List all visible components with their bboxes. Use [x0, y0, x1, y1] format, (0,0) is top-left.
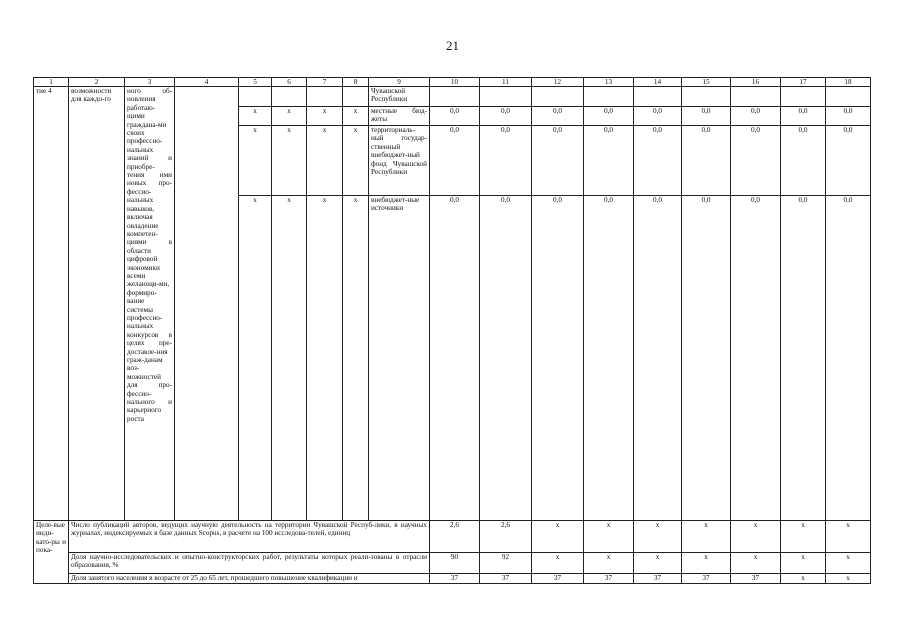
value-cell: 37 — [584, 574, 634, 584]
value-cell: x — [682, 553, 731, 574]
stage-cell: тие 4 — [34, 87, 69, 521]
value-cell: x — [634, 521, 682, 553]
code-cell: x — [307, 107, 343, 126]
source-cell — [369, 216, 430, 521]
value-cell: 0,0 — [731, 196, 781, 216]
value-cell: 0,0 — [731, 126, 781, 196]
header-cell: 9 — [369, 78, 430, 87]
value-cell — [430, 87, 480, 107]
value-cell — [634, 87, 682, 107]
code-cell: x — [272, 107, 307, 126]
indicator-text: Число публикаций авторов, ведущих научную деятельность на территории Чувашской Респуб-лики, в научных журналах, индексируемых в базе данных Scopus, в расчете на 100 исследова-телей, единиц — [69, 521, 430, 553]
executor-cell — [175, 87, 239, 521]
header-cell: 2 — [69, 78, 125, 87]
code-cell: x — [272, 196, 307, 216]
code-cell: x — [307, 126, 343, 196]
value-cell: x — [781, 553, 826, 574]
value-cell: x — [826, 553, 871, 574]
value-cell — [731, 87, 781, 107]
value-cell: x — [584, 553, 634, 574]
header-cell: 7 — [307, 78, 343, 87]
code-cell: x — [307, 196, 343, 216]
code-cell: x — [239, 126, 272, 196]
value-cell: 37 — [682, 574, 731, 584]
value-cell — [682, 87, 731, 107]
code-cell: x — [343, 126, 369, 196]
value-cell: 0,0 — [480, 126, 532, 196]
indicators-label: Целе-вые инди-като-ры и пока- — [34, 521, 69, 584]
table-row — [34, 574, 871, 584]
code-cell — [272, 216, 307, 521]
value-cell: 0,0 — [430, 196, 480, 216]
value-cell: 0,0 — [634, 126, 682, 196]
value-cell: 0,0 — [584, 126, 634, 196]
table-row — [34, 553, 871, 574]
value-cell: 90 — [430, 553, 480, 574]
value-cell — [430, 216, 480, 521]
value-cell: 0,0 — [682, 107, 731, 126]
value-cell: 0,0 — [781, 126, 826, 196]
program-table — [33, 77, 871, 584]
value-cell: 0,0 — [826, 126, 871, 196]
indicator-text: Доля научно-исследовательских и опытно-конструкторских работ, результаты которых реали-зованы в отрасли образования, % — [69, 553, 430, 574]
source-cell: внебюджет-ные источники — [369, 196, 430, 216]
code-cell: x — [239, 107, 272, 126]
header-cell: 5 — [239, 78, 272, 87]
value-cell: 2,6 — [480, 521, 532, 553]
code-cell — [239, 216, 272, 521]
value-cell: 0,0 — [731, 107, 781, 126]
header-cell: 16 — [731, 78, 781, 87]
table-row — [34, 87, 871, 107]
source-cell: местные бюд-жеты — [369, 107, 430, 126]
value-cell: x — [826, 521, 871, 553]
value-cell: 2,6 — [430, 521, 480, 553]
code-cell: x — [272, 126, 307, 196]
value-cell: 37 — [532, 574, 584, 584]
header-cell: 4 — [175, 78, 239, 87]
value-cell: 0,0 — [826, 196, 871, 216]
value-cell — [634, 216, 682, 521]
value-cell: 37 — [731, 574, 781, 584]
value-cell: x — [584, 521, 634, 553]
header-cell: 13 — [584, 78, 634, 87]
value-cell — [826, 216, 871, 521]
value-cell — [532, 87, 584, 107]
value-cell: 0,0 — [584, 196, 634, 216]
code-cell — [343, 87, 369, 107]
source-cell: территориаль-ный государ-ственный внебюджет-ный фонд Чувашской Республики — [369, 126, 430, 196]
value-cell: 0,0 — [532, 196, 584, 216]
value-cell: 0,0 — [682, 196, 731, 216]
value-cell: x — [532, 521, 584, 553]
code-cell: x — [239, 196, 272, 216]
code-cell — [307, 216, 343, 521]
code-cell — [343, 216, 369, 521]
value-cell: 0,0 — [781, 196, 826, 216]
header-row — [34, 78, 871, 87]
value-cell — [532, 216, 584, 521]
header-cell: 17 — [781, 78, 826, 87]
value-cell: 92 — [480, 553, 532, 574]
value-cell — [731, 216, 781, 521]
header-cell: 8 — [343, 78, 369, 87]
header-cell: 6 — [272, 78, 307, 87]
value-cell: 37 — [634, 574, 682, 584]
value-cell: 37 — [430, 574, 480, 584]
value-cell: x — [826, 574, 871, 584]
header-cell: 15 — [682, 78, 731, 87]
value-cell — [781, 87, 826, 107]
task-cell: ного об-новления работаю-щими гражданa-ми своих профессио-нальных знаний и приобре-тения ими новых про-фессио-нальных навыков, включая овладение компетен-циями в области цифровой экономики всеми желающи-ми, формиро-вание системы профессио-нальных конкурсов в целях пре-доставле-ния граж-данам воз-можностей для про-фессио-нального и карьерного роста — [125, 87, 175, 521]
source-cell: Чувашской Республики — [369, 87, 430, 107]
table-row — [34, 521, 871, 553]
value-cell: 0,0 — [430, 107, 480, 126]
value-cell: 0,0 — [584, 107, 634, 126]
value-cell: x — [731, 521, 781, 553]
code-cell: x — [343, 107, 369, 126]
header-cell: 18 — [826, 78, 871, 87]
header-cell: 12 — [532, 78, 584, 87]
value-cell — [480, 87, 532, 107]
value-cell — [480, 216, 532, 521]
header-cell: 3 — [125, 78, 175, 87]
code-cell — [272, 87, 307, 107]
value-cell: 0,0 — [430, 126, 480, 196]
code-cell: x — [343, 196, 369, 216]
value-cell — [781, 216, 826, 521]
value-cell: x — [731, 553, 781, 574]
value-cell: 0,0 — [532, 126, 584, 196]
value-cell — [584, 216, 634, 521]
value-cell: 0,0 — [532, 107, 584, 126]
value-cell: x — [781, 521, 826, 553]
value-cell — [584, 87, 634, 107]
value-cell: 0,0 — [480, 196, 532, 216]
value-cell: 0,0 — [826, 107, 871, 126]
goal-cell: возможности для каждо-го — [69, 87, 125, 521]
value-cell: 0,0 — [781, 107, 826, 126]
value-cell: x — [682, 521, 731, 553]
page-number: 21 — [446, 38, 459, 53]
value-cell: 0,0 — [634, 107, 682, 126]
value-cell: x — [634, 553, 682, 574]
value-cell: 0,0 — [480, 107, 532, 126]
value-cell: x — [532, 553, 584, 574]
value-cell — [682, 216, 731, 521]
value-cell: x — [781, 574, 826, 584]
indicator-text: Доля занятого населения в возрасте от 25 до 65 лет, прошедшего повышение квалификации и — [69, 574, 430, 584]
value-cell: 0,0 — [634, 196, 682, 216]
header-cell: 14 — [634, 78, 682, 87]
code-cell — [307, 87, 343, 107]
header-cell: 10 — [430, 78, 480, 87]
header-cell: 1 — [34, 78, 69, 87]
code-cell — [239, 87, 272, 107]
value-cell: 37 — [480, 574, 532, 584]
value-cell — [826, 87, 871, 107]
value-cell: 0,0 — [682, 126, 731, 196]
header-cell: 11 — [480, 78, 532, 87]
